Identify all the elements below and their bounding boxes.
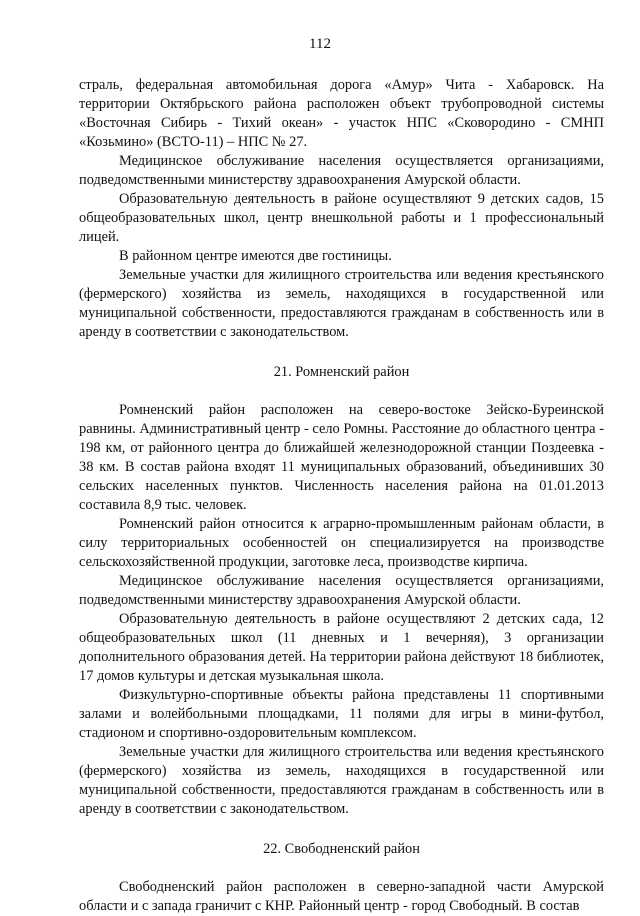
paragraph-4: В районном центре имеются две гостиницы. (119, 248, 392, 264)
page-number: 112 (309, 36, 331, 52)
paragraph-5: Земельные участки для жилищного строительства или ведения крестьянского (фермерского) хозяйства из земель, находящихся в государственной или муниципальной собственности, предоставляются гражданам в собственность или в аренду в соответствии с законодательством. (79, 267, 604, 340)
section-heading-21: 21. Ромненский район (273, 364, 410, 380)
paragraph-1: страль, федеральная автомобильная дорога «Амур» Чита - Хабаровск. На территории Октябрьского района расположен объект трубопроводной системы «Восточная Сибирь - Тихий океан» - участок НПС «Сковородино - СМНП «Козьмино» (ВСТО-11) – НПС № 27. (79, 77, 604, 150)
paragraph-12: Свободненский район расположен в северно-западной части Амурской области и с запада граничит с КНР. Районный центр - город Свободный. В состав (79, 879, 604, 914)
paragraph-11: Земельные участки для жилищного строительства или ведения крестьянского (фермерского) хозяйства из земель, находящихся в государственной или муниципальной собственности, предоставляются гражданам в собственность или в аренду в соответствии с законодательством. (79, 744, 604, 817)
paragraph-3: Образовательную деятельность в районе осуществляют 9 детских садов, 15 общеобразовательных школ, центр внешкольной работы и 1 профессиональный лицей. (79, 191, 604, 245)
paragraph-2: Медицинское обслуживание населения осуществляется организациями, подведомственными министерству здравоохранения Амурской области. (79, 153, 604, 188)
paragraph-6: Ромненский район расположен на северо-востоке Зейско-Буреинской равнины. Административный центр - село Ромны. Расстояние до областного центра - 198 км, от районного центра до ближайшей железнодорожной станции Поздеевка - 38 км. В состав района входят 11 муниципальных образований, объединивших 30 сельских населенных пунктов. Численность населения района на 01.01.2013 составила 8,9 тыс. человек. (79, 402, 604, 513)
paragraph-7: Ромненский район относится к аграрно-промышленным районам области, в силу территориальных особенностей он специализируется на производстве сельскохозяйственной продукции, заготовке леса, производстве кирпича. (79, 516, 604, 570)
paragraph-8: Медицинское обслуживание населения осуществляется организациями, подведомственными министерству здравоохранения Амурской области. (79, 573, 604, 608)
paragraph-9: Образовательную деятельность в районе осуществляют 2 детских сада, 12 общеобразовательных школ (11 дневных и 1 вечерняя), 3 организации дополнительного образования детей. На территории района действуют 18 библиотек, 17 домов культуры и детская музыкальная школа. (79, 611, 604, 684)
paragraph-10: Физкультурно-спортивные объекты района представлены 11 спортивными залами и волейбольными площадками, 11 полями для игры в мини-футбол, стадионом и спортивно-оздоровительным комплексом. (79, 687, 604, 741)
document-body (79, 76, 604, 916)
section-heading-22: 22. Свободненский район (263, 841, 420, 857)
